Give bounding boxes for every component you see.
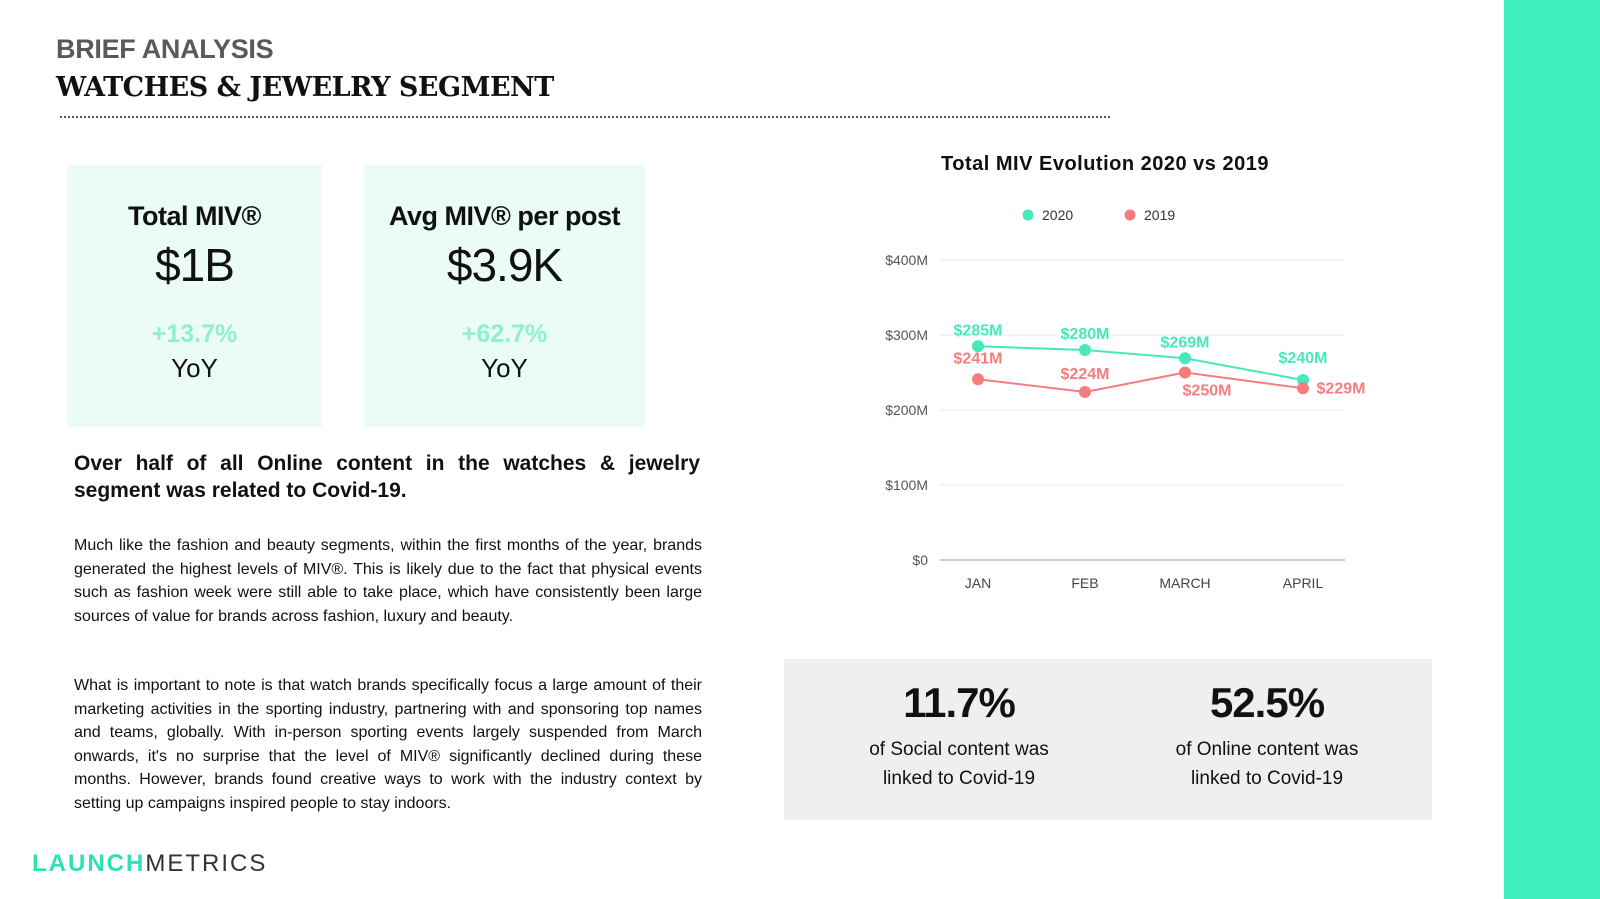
stat-caption [824,735,1094,793]
data-point-2020 [1179,352,1191,364]
x-tick-label: JAN [964,575,992,591]
data-point-2019 [1079,386,1091,398]
y-tick-label: $200M [885,402,928,418]
stat-value: 11.7% [903,679,1015,726]
kpi-card-avg-miv [364,165,645,427]
data-point-2019 [972,373,984,385]
x-tick-label: MARCH [1159,575,1211,591]
stat-caption-line-2: linked to Covid-19 [1190,768,1344,789]
kpi-label: Total MIV® [128,201,261,231]
logo-part-2: METRICS [145,850,268,877]
y-tick-label: $100M [885,477,928,493]
page-subtitle: WATCHES & JEWELRY SEGMENT [56,72,554,103]
chart-title: Total MIV Evolution 2020 vs 2019 [941,153,1269,175]
data-label-2020: $285M [953,322,1003,340]
accent-sidebar-bar [1504,0,1600,899]
data-label-2020: $240M [1278,350,1328,367]
logo-part-1: LAUNCH [32,850,146,877]
stat-caption-line-1: of Social content was [869,739,1049,760]
y-tick-label: $300M [885,327,928,343]
kpi-period: YoY [171,353,218,383]
y-tick-label: $400M [885,252,928,268]
header-divider [60,116,1110,118]
data-label-2019: $250M [1182,382,1232,400]
launchmetrics-logo [32,850,267,878]
kpi-period: YoY [481,353,528,383]
y-tick-label: $0 [912,552,928,568]
kpi-change: +13.7% [151,320,238,348]
data-label-2019: $224M [1060,366,1110,383]
miv-line-chart [840,140,1440,620]
data-label-2020: $269M [1160,334,1210,352]
legend-label-2019: 2019 [1144,207,1176,223]
data-point-2019 [1179,367,1191,379]
analysis-paragraph-1: Much like the fashion and beauty segments, within the first months of the year, brands generated the highest levels of MIV®. This is likely due to the fact that physical events such as fashion week were still able to take place, which have consistently been large sources of value for brands across fashion, luxury and beauty. [74,537,702,625]
legend-marker-2020 [1023,210,1034,221]
data-label-2020: $280M [1060,326,1110,343]
data-label-2019: $229M [1316,380,1366,398]
kpi-label: Avg MIV® per post [389,201,620,231]
x-tick-label: APRIL [1282,575,1324,591]
legend-marker-2019 [1125,210,1136,221]
stat-value: 52.5% [1209,679,1325,726]
x-tick-label: FEB [1071,575,1099,591]
series-line-2019 [978,373,1303,393]
data-point-2019 [1297,382,1309,394]
analysis-paragraph-2: What is important to note is that watch brands specifically focus a large amount of their marketing activities in the sporting industry, partnering with and sponsoring top names and teams, globally. With in-person sporting events largely suspended from March onwards, it's no surprise that the level of MIV® significantly declined during these months. However, brands found creative ways to work with the industry context by setting up campaigns inspired people to stay indoors. [74,677,702,812]
covid-stats-panel [784,659,1432,820]
kpi-change: +62.7% [461,320,548,348]
stat-online [1132,679,1402,793]
stat-caption-line-2: linked to Covid-19 [882,768,1036,789]
stat-caption [1132,735,1402,793]
kpi-card-total-miv [67,165,322,427]
series-line-2020 [978,346,1303,380]
data-point-2020 [1079,344,1091,356]
stat-caption-line-1: of Online content was [1175,739,1359,760]
kpi-value: $1B [155,239,234,291]
analysis-headline: Over half of all Online content in the watches & jewelry segment was related to Covid-19. [74,452,700,502]
stat-social [824,679,1094,793]
data-label-2019: $241M [953,350,1003,368]
page-title: BRIEF ANALYSIS [56,34,274,64]
kpi-value: $3.9K [446,239,563,291]
legend-label-2020: 2020 [1042,207,1074,223]
